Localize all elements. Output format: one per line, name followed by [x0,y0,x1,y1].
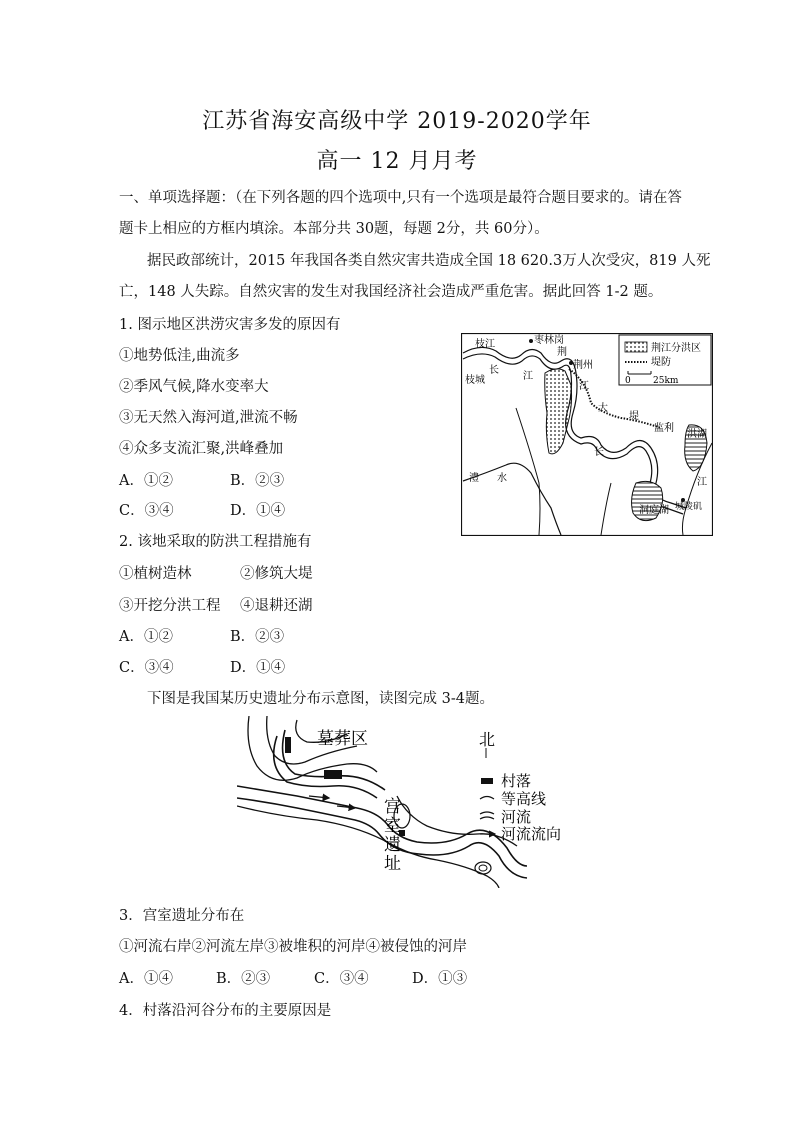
q3-option-b[interactable]: B．②③ [216,971,271,987]
label-jiang3: 江 [697,477,707,488]
label-da: 大 [598,403,608,414]
label-honghu: 洪湖 [687,429,707,440]
label-jingzhou: 荆州 [573,360,593,371]
label-zaolin: 枣林岗 [534,335,564,346]
label-jianli: 监利 [654,423,674,434]
label-shui: 水 [497,473,507,484]
jingjiang-flood-map [461,333,713,536]
label-palace-4: 址 [384,854,401,874]
label-palace-3: 遗 [384,835,401,855]
q2-item-3: ③开挖分洪工程 [119,598,221,614]
river-bank-1 [237,786,527,866]
q3-option-a[interactable]: A．①④ [119,971,173,987]
q3-stem: 3．宫室遗址分布在 [119,908,245,924]
exam-subtitle: 高一 12 月月考 [316,149,478,174]
village-marker-2 [324,770,342,779]
q1-option-b[interactable]: B．②③ [230,473,285,489]
historical-site-map [237,716,563,888]
passage1-line2: 亡，148 人失踪。自然灾害的发生对我国经济社会造成严重危害。据此回答 1-2 题。 [119,284,663,300]
legend-river: 河流 [501,808,532,826]
q1-option-c[interactable]: C．③④ [119,503,174,519]
section-heading-line2: 题卡上相应的方框内填涂。本部分共 30题，每题 2分，共 60分）。 [119,221,549,237]
q3-items: ①河流右岸②河流左岸③被堆积的河岸④被侵蚀的河岸 [119,939,467,955]
q1-stem: 1. 图示地区洪涝灾害多发的原因有 [119,317,341,333]
label-zhijiang: 枝江 [475,339,495,350]
q2-option-a[interactable]: A．①② [119,629,173,645]
label-li: 澧 [469,473,479,484]
q4-stem: 4．村落沿河谷分布的主要原因是 [119,1003,332,1019]
label-chang2: 长 [594,447,604,458]
q1-option-d[interactable]: D．①④ [230,503,286,519]
label-dongting: 洞庭湖 [639,505,669,516]
q1-item-2: ②季风气候,降水变率大 [119,379,269,395]
label-burial-area: 墓葬区 [317,729,368,749]
legend-dike: 堤防 [651,357,671,368]
passage1-line1: 据民政部统计，2015 年我国各类自然灾害共造成全国 18 620.3万人次受灾，819 人死 [147,253,711,269]
legend-flood-zone: 荆江分洪区 [651,343,701,354]
legend-scale-25km: 25km [653,376,679,386]
q1-option-a[interactable]: A．①② [119,473,173,489]
q2-item-1: ①植树造林 [119,566,192,582]
label-palace-2: 室 [384,816,401,836]
label-di: 堤 [629,411,639,422]
label-jing: 荆 [557,347,567,358]
label-zhicheng: 枝城 [465,375,485,386]
label-jiang1: 江 [523,371,533,382]
label-palace-1: 宫 [384,797,401,817]
section-heading-line1: 一、单项选择题：（在下列各题的四个选项中,只有一个选项是最符合题目要求的。请在答 [119,190,682,206]
q1-item-1: ①地势低洼,曲流多 [119,348,240,364]
passage2-text: 下图是我国某历史遗址分布示意图，读图完成 3-4题。 [147,691,494,707]
q3-option-c[interactable]: C．③④ [314,971,369,987]
contour-line-4 [237,806,499,888]
q1-item-3: ③无天然入海河道,泄流不畅 [119,410,298,426]
q2-item-2: ②修筑大堤 [240,566,313,582]
label-chenglingji: 城陵矶 [675,502,703,512]
q3-option-d[interactable]: D．①③ [412,971,468,987]
q2-item-4: ④退耕还湖 [240,598,313,614]
q1-item-4: ④众多支流汇聚,洪峰叠加 [119,441,284,457]
village-marker-burial [285,737,291,753]
q2-stem: 2. 该地采取的防洪工程措施有 [119,534,312,550]
q2-option-d[interactable]: D．①④ [230,660,286,676]
exam-title: 江苏省海安高级中学 2019-2020学年 [202,109,592,134]
q2-option-c[interactable]: C．③④ [119,660,174,676]
legend-village: 村落 [501,772,532,790]
label-jiang2: 江 [579,381,589,392]
river-bank-2 [237,798,527,878]
legend-north: 北 [479,730,496,749]
legend-scale-0: 0 [625,376,631,386]
q2-option-b[interactable]: B．②③ [230,629,285,645]
label-chang1: 长 [489,365,499,376]
legend-flow: 河流流向 [501,825,562,843]
legend-contour: 等高线 [501,790,547,808]
flow-arrow-1 [309,796,329,798]
